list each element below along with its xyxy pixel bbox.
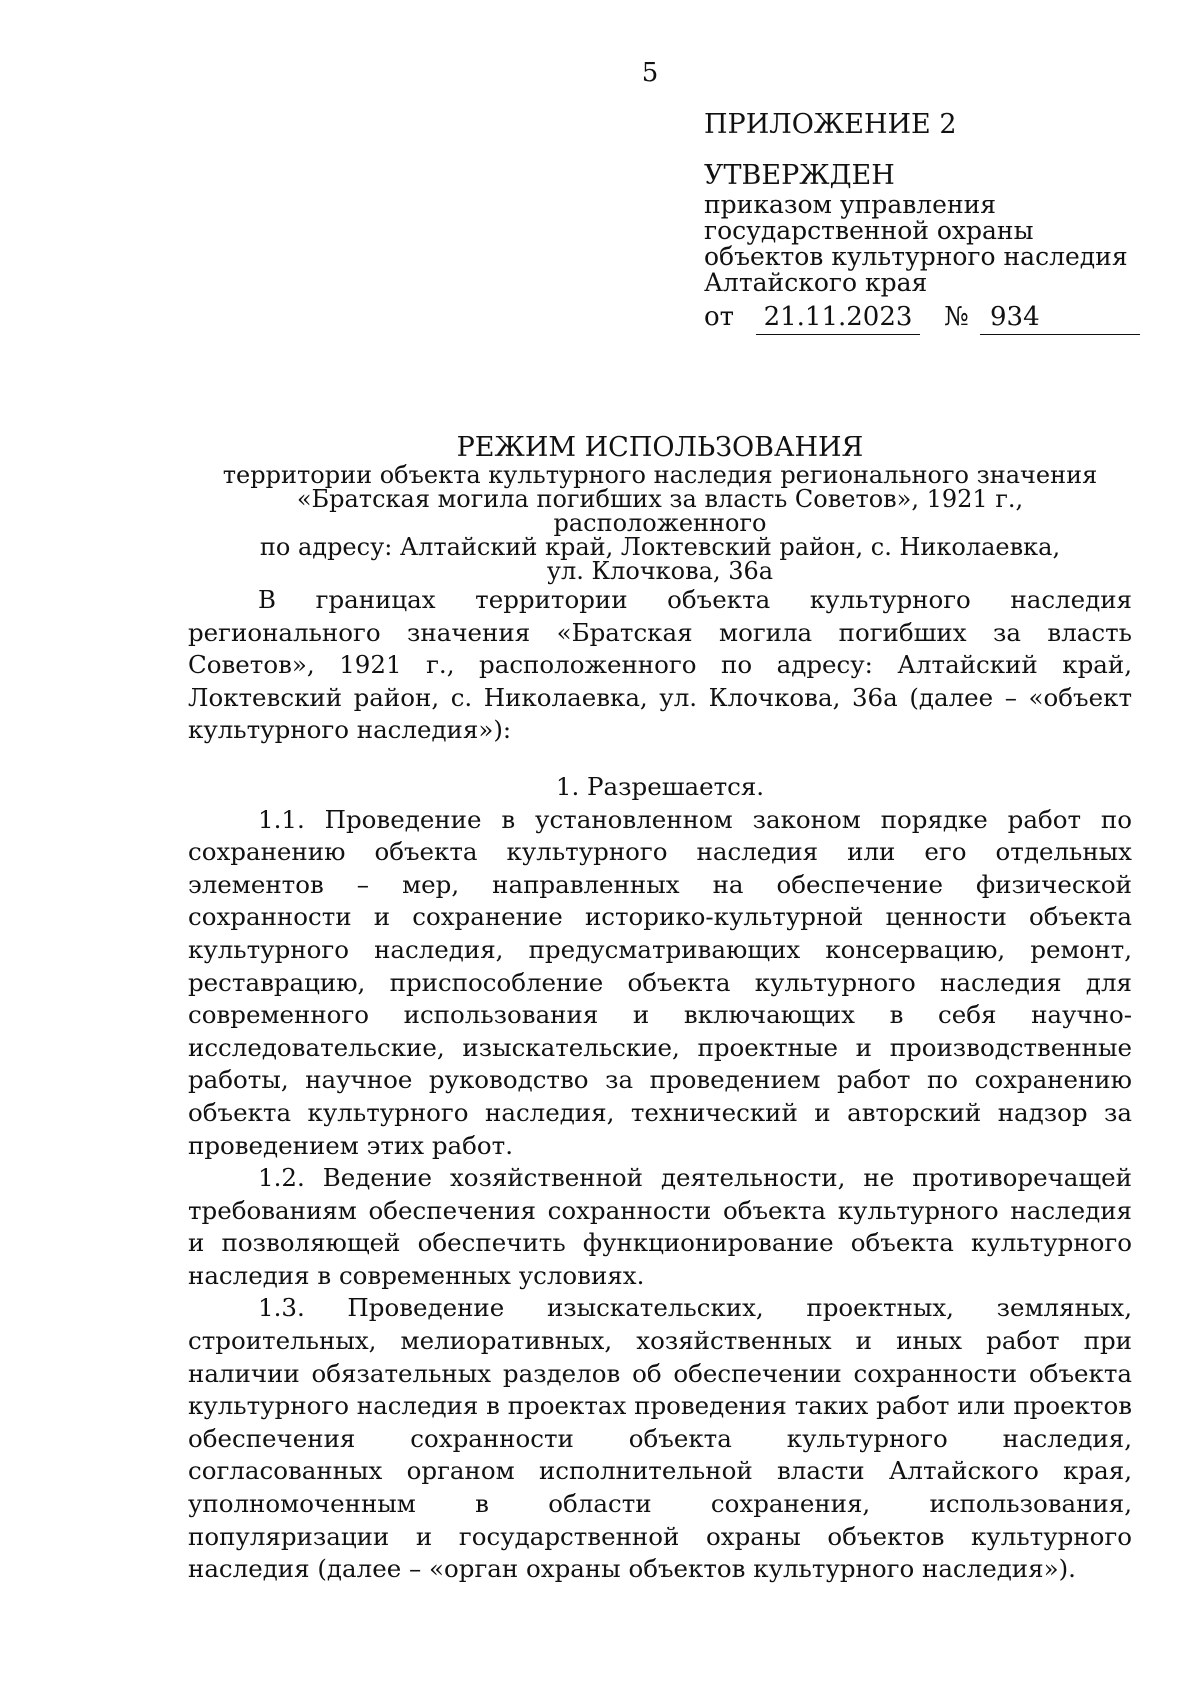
item-paragraph: 1.2. Ведение хозяйственной деятельности, не противоречащей требованиям обеспечения сохранности объекта культурного наследия и позволяющей обеспечить функционирование объекта культурного наследия в современных условиях. — [188, 1163, 1132, 1290]
approval-line: государственной охраны — [704, 216, 1034, 245]
section-heading: 1. Разрешается. — [555, 771, 765, 801]
item-paragraph: 1.3. Проведение изыскательских, проектных, земляных, строительных, мелиоративных, хозяйственных и иных работ при наличии обязательных разделов об обеспечении сохранности объекта культурного наследия в проектах проведения таких работ или проектов обеспечения сохранности объекта культурного наследия, согласованных органом исполнительной власти Алтайского края, уполномоченным в области сохранения, использования, популяризации и государственной охраны объектов культурного наследия (далее – «орган охраны объектов культурного наследия»). — [188, 1293, 1132, 1584]
number-sign: № — [944, 302, 969, 332]
document-body — [188, 584, 1132, 1586]
approval-block — [704, 108, 1144, 336]
title-line: «Братская могила погибших за власть Советов», 1921 г., расположенного — [296, 485, 1024, 537]
approved-label: УТВЕРЖДЕН — [704, 160, 895, 191]
title-main: РЕЖИМ ИСПОЛЬЗОВАНИЯ — [456, 432, 864, 463]
document-title — [190, 433, 1130, 583]
title-line: территории объекта культурного наследия регионального значения — [222, 461, 1098, 489]
item-paragraph: 1.1. Проведение в установленном законом порядке работ по сохранению объекта культурного наследия или его отдельных элементов – мер, направленных на обеспечение физической сохранности и сохранение историко-культурной ценности объекта культурного наследия, предусматривающих консервацию, ремонт, реставрацию, приспособление объекта культурного наследия для современного использования и включающих в себя научно-исследовательские, изыскательские, проектные и производственные работы, научное руководство за проведением работ по сохранению объекта культурного наследия, технический и авторский надзор за проведением этих работ. — [188, 804, 1132, 1160]
order-date-number — [704, 300, 1144, 336]
title-line: ул. Клочкова, 36а — [546, 557, 774, 585]
intro-paragraph: В границах территории объекта культурного наследия регионального значения «Братская могила погибших за власть Советов», 1921 г., расположенного по адресу: Алтайский край, Локтевский район, с. Николаевка, ул. Клочкова, 36а (далее – «объект культурного наследия»): — [188, 585, 1132, 745]
title-line: по адресу: Алтайский край, Локтевский район, с. Николаевка, — [259, 533, 1061, 561]
order-number: 934 — [980, 302, 1140, 335]
from-label: от — [704, 302, 735, 332]
approval-line: приказом управления — [704, 190, 997, 219]
approval-line: объектов культурного наследия — [704, 242, 1128, 271]
order-date: 21.11.2023 — [756, 302, 920, 335]
approval-line: Алтайского края — [704, 268, 928, 297]
page-number: 5 — [641, 58, 659, 88]
appendix-label: ПРИЛОЖЕНИЕ 2 — [704, 109, 957, 140]
